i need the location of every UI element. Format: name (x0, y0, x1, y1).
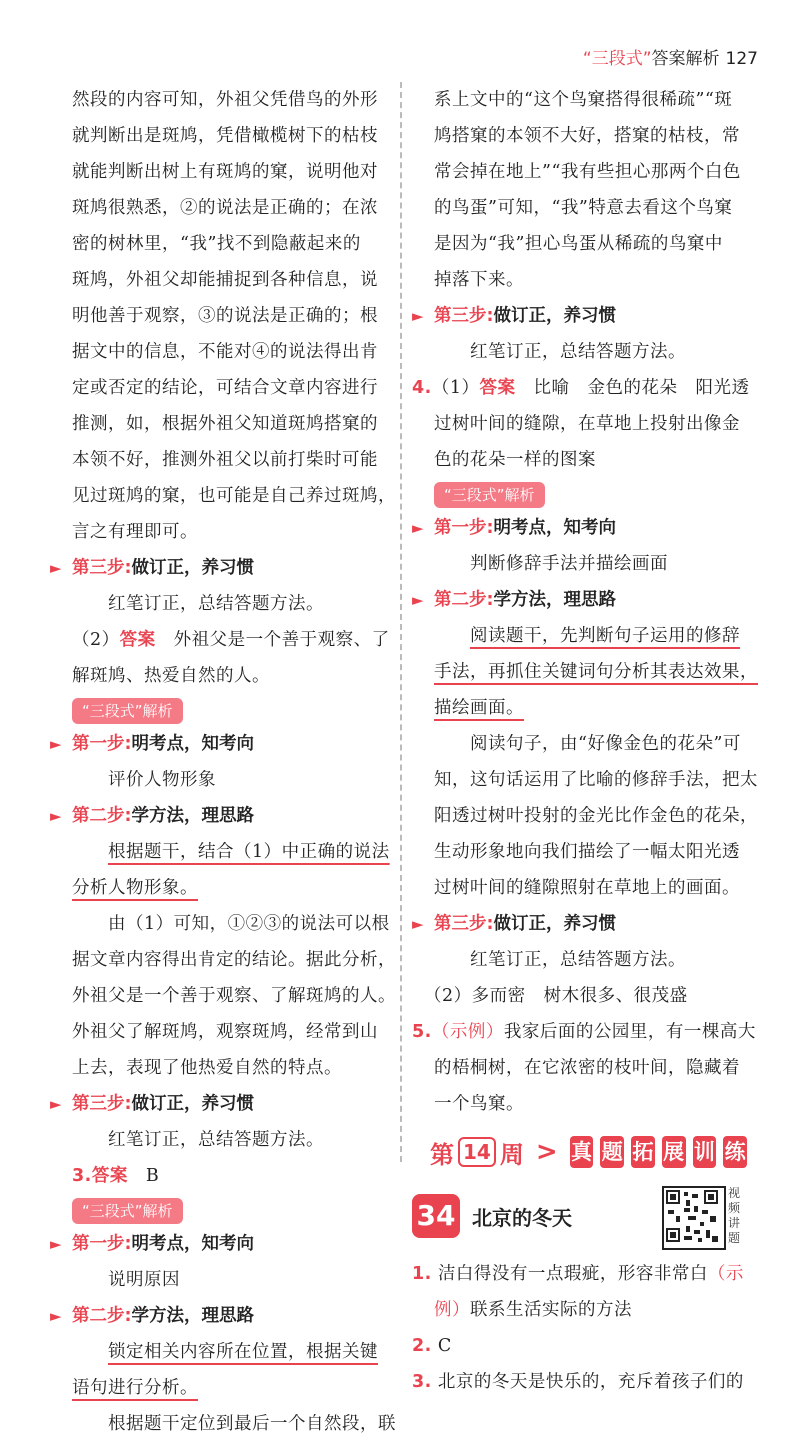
question-number: 3. (412, 1372, 432, 1392)
banner-tile: 练 (723, 1136, 747, 1168)
lesson-title: 北京的冬天 (472, 1206, 572, 1230)
text-line: 常会掉在地上”“我有些担心那两个白色 (434, 162, 741, 182)
answer-line (412, 1256, 750, 1292)
step-label: 第二步: (434, 590, 494, 610)
step-label: 第二步: (72, 1306, 132, 1326)
text-line: 根据题干定位到最后一个自然段，联 (108, 1414, 396, 1434)
arrow-icon: ► (412, 915, 424, 933)
page-header (583, 44, 758, 69)
step-title: 学方法，理思路 (131, 1306, 254, 1326)
step-label: 第一步: (72, 1234, 132, 1254)
step-label: 第三步: (72, 558, 132, 578)
step-heading (50, 1226, 390, 1262)
arrow-icon: ► (50, 807, 62, 825)
question-number: 2. (412, 1336, 432, 1356)
text-line: 就能判断出树上有斑鸠的窠，说明他对 (72, 162, 378, 182)
question-number: （2） (72, 630, 120, 650)
text-line: 上去，表现了他热爱自然的特点。 (72, 1058, 342, 1078)
step-body: 红笔订正，总结答题方法。 (108, 1130, 324, 1150)
step-title: 学方法，理思路 (493, 590, 616, 610)
banner-tile: 拓 (631, 1136, 655, 1168)
text-line: 由（1）可知，①②③的说法可以根 (108, 914, 390, 934)
text-line: 就判断出是斑鸠，凭借橄榄树下的枯枝 (72, 126, 378, 146)
step-label: 第三步: (434, 914, 494, 934)
text-line: 的鸟蛋”可知，“我”特意去看这个鸟窠 (434, 198, 733, 218)
text-line: 斑鸠，外祖父却能捕捉到各种信息，说 (72, 270, 378, 290)
text-line: 鸠搭窠的本领不大好，搭窠的枯枝，常 (434, 126, 740, 146)
underlined-text: 根据题干，结合（1）中正确的说法 (108, 842, 390, 862)
answer-text: 比喻 金色的花朵 阳光透 (533, 378, 750, 398)
answer-text: B (145, 1166, 160, 1186)
answer-text: C (437, 1336, 452, 1356)
step-body: 说明原因 (108, 1270, 180, 1290)
step-body: 评价人物形象 (108, 770, 216, 790)
banner-tile: 训 (693, 1136, 717, 1168)
arrow-icon: ► (50, 1095, 62, 1113)
intro-paragraph (72, 82, 396, 550)
step-heading (50, 1298, 390, 1334)
question-number: 1. (412, 1264, 432, 1284)
text-line: 本领不好，推测外祖父以前打柴时可能 (72, 450, 378, 470)
step-label: 第二步: (72, 806, 132, 826)
step-title: 做订正，养习惯 (493, 914, 616, 934)
answer-text: 的梧桐树，在它浓密的枝叶间，隐藏着 (434, 1058, 740, 1078)
step-label: 第三步: (434, 306, 494, 326)
arrow-icon: ► (50, 1235, 62, 1253)
text-line: 生动形象地向我们描绘了一幅太阳光透 (434, 842, 740, 862)
answer-line (412, 1328, 750, 1364)
lesson-heading (412, 1186, 750, 1256)
series-name: “三段式” (582, 49, 652, 69)
answer-label: 答案 (479, 378, 516, 398)
underlined-text: 描绘画面。 (434, 698, 524, 718)
sub-number: （1） (431, 378, 480, 398)
text-line: 推测，如，根据外祖父知道斑鸠搭窠的 (72, 414, 378, 434)
arrow-icon: ► (50, 735, 62, 753)
week-suffix: 周 (499, 1140, 524, 1169)
step-heading (412, 906, 750, 942)
banner-tile: 题 (600, 1136, 624, 1168)
step-body: 红笔订正，总结答题方法。 (470, 342, 686, 362)
underlined-text: 手法，再抓住关键词句分析其表达效果， (434, 662, 758, 682)
step-heading (50, 726, 390, 762)
question-number: 4. (412, 378, 432, 398)
step-heading (412, 298, 750, 334)
text-line: 是因为“我”担心鸟蛋从稀疏的鸟窠中 (434, 234, 723, 254)
chevron-right-icon: > (535, 1137, 558, 1167)
answer-text: 我家后面的公园里，有一棵高大 (503, 1022, 756, 1042)
text-line: 见过斑鸠的窠，也可能是自己养过斑鸠， (72, 486, 396, 506)
text-line: 明他善于观察，③的说法是正确的；根 (72, 306, 378, 326)
answer-line (72, 622, 390, 658)
answer-line (412, 1364, 750, 1400)
header-label: 答案解析 (651, 49, 720, 69)
week-number: 14 (458, 1137, 496, 1167)
text-line: 据文中的信息，不能对④的说法得出肯 (72, 342, 378, 362)
step-body: 红笔订正，总结答题方法。 (470, 950, 686, 970)
answer-label: 答案 (119, 630, 156, 650)
week-banner (430, 1132, 750, 1172)
lesson-number: 34 (412, 1194, 460, 1238)
analysis-badge: “三段式”解析 (72, 1198, 183, 1224)
analysis-badge: “三段式”解析 (72, 698, 183, 724)
answer-text: 外祖父是一个善于观察、了 (173, 630, 390, 650)
banner-tile: 真 (570, 1136, 594, 1168)
text-line: 然段的内容可知，外祖父凭借鸟的外形 (72, 90, 378, 110)
step-title: 明考点，知考向 (131, 1234, 254, 1254)
question-number: 3. (72, 1166, 92, 1186)
right-column (412, 82, 758, 1400)
answer-text: 过树叶间的缝隙，在草地上投射出像金 (434, 414, 740, 434)
answer-line (412, 1292, 750, 1328)
step-title: 做订正，养习惯 (131, 1094, 254, 1114)
answer-label: 答案 (91, 1166, 128, 1186)
text-line: 言之有理即可。 (72, 522, 198, 542)
answer-text: （2）多而密 树木很多、很茂盛 (424, 986, 688, 1006)
underlined-text: 锁定相关内容所在位置，根据关键 (108, 1342, 378, 1362)
qr-code-icon[interactable] (662, 1186, 726, 1250)
step-title: 做订正，养习惯 (493, 306, 616, 326)
answer-text: 联系生活实际的方法 (470, 1300, 632, 1320)
text-line: 知，这句话运用了比喻的修辞手法，把太 (434, 770, 758, 790)
qr-label: 视频讲题 (728, 1186, 741, 1245)
answer-line (412, 370, 750, 406)
page-number: 127 (725, 49, 758, 69)
arrow-icon: ► (412, 591, 424, 609)
text-line: 密的树林里，“我”找不到隐蔽起来的 (72, 234, 361, 254)
text-line: 斑鸠很熟悉，②的说法是正确的；在浓 (72, 198, 378, 218)
step-heading (412, 582, 750, 618)
underlined-text: 语句进行分析。 (72, 1378, 198, 1398)
step-heading (50, 550, 390, 586)
answer-text: 色的花朵一样的图案 (434, 450, 596, 470)
example-tag: （示 (707, 1264, 744, 1284)
step-label: 第三步: (72, 1094, 132, 1114)
text-line: 掉落下来。 (434, 270, 524, 290)
text-line: 据文章内容得出肯定的结论。据此分析， (72, 950, 396, 970)
text-line: 外祖父是一个善于观察、了解斑鸠的人。 (72, 986, 396, 1006)
step-title: 明考点，知考向 (131, 734, 254, 754)
underlined-text: 分析人物形象。 (72, 878, 198, 898)
answer-text: 一个鸟窠。 (434, 1094, 524, 1114)
step-title: 明考点，知考向 (493, 518, 616, 538)
arrow-icon: ► (412, 519, 424, 537)
example-tag: 例） (434, 1300, 470, 1320)
step-title: 学方法，理思路 (131, 806, 254, 826)
step-body: 红笔订正，总结答题方法。 (108, 594, 324, 614)
step-heading (412, 510, 750, 546)
text-line: 过树叶间的缝隙照射在草地上的画面。 (434, 878, 740, 898)
step-heading (50, 1086, 390, 1122)
text-line: 阅读句子，由“好像金色的花朵”可 (470, 734, 741, 754)
left-column (50, 82, 396, 1442)
step-label: 第一步: (434, 518, 494, 538)
column-divider (400, 82, 402, 1162)
underlined-text: 阅读题干，先判断句子运用的修辞 (470, 626, 740, 646)
step-label: 第一步: (72, 734, 132, 754)
answer-text: 解斑鸠、热爱自然的人。 (72, 666, 270, 686)
step-title: 做订正，养习惯 (131, 558, 254, 578)
example-tag: （示例） (431, 1022, 504, 1042)
arrow-icon: ► (50, 1307, 62, 1325)
analysis-badge: “三段式”解析 (434, 482, 545, 508)
step-heading (50, 798, 390, 834)
arrow-icon: ► (412, 307, 424, 325)
question-number: 5. (412, 1022, 432, 1042)
banner-tile: 展 (662, 1136, 686, 1168)
step-body: 判断修辞手法并描绘画面 (470, 554, 668, 574)
text-line: 定或否定的结论，可结合文章内容进行 (72, 378, 378, 398)
text-line: 阳透过树叶投射的金光比作金色的花朵， (434, 806, 758, 826)
answer-text: 洁白得没有一点瑕疵，形容非常白 (437, 1264, 708, 1284)
text-line: 外祖父了解斑鸠，观察斑鸠，经常到山 (72, 1022, 378, 1042)
week-prefix: 第 (430, 1140, 454, 1169)
answer-text: 北京的冬天是快乐的，充斥着孩子们的 (437, 1372, 744, 1392)
answer-line (412, 1014, 756, 1050)
arrow-icon: ► (50, 559, 62, 577)
answer-line (72, 1158, 390, 1194)
text-line: 系上文中的“这个鸟窠搭得很稀疏”“斑 (434, 90, 733, 110)
